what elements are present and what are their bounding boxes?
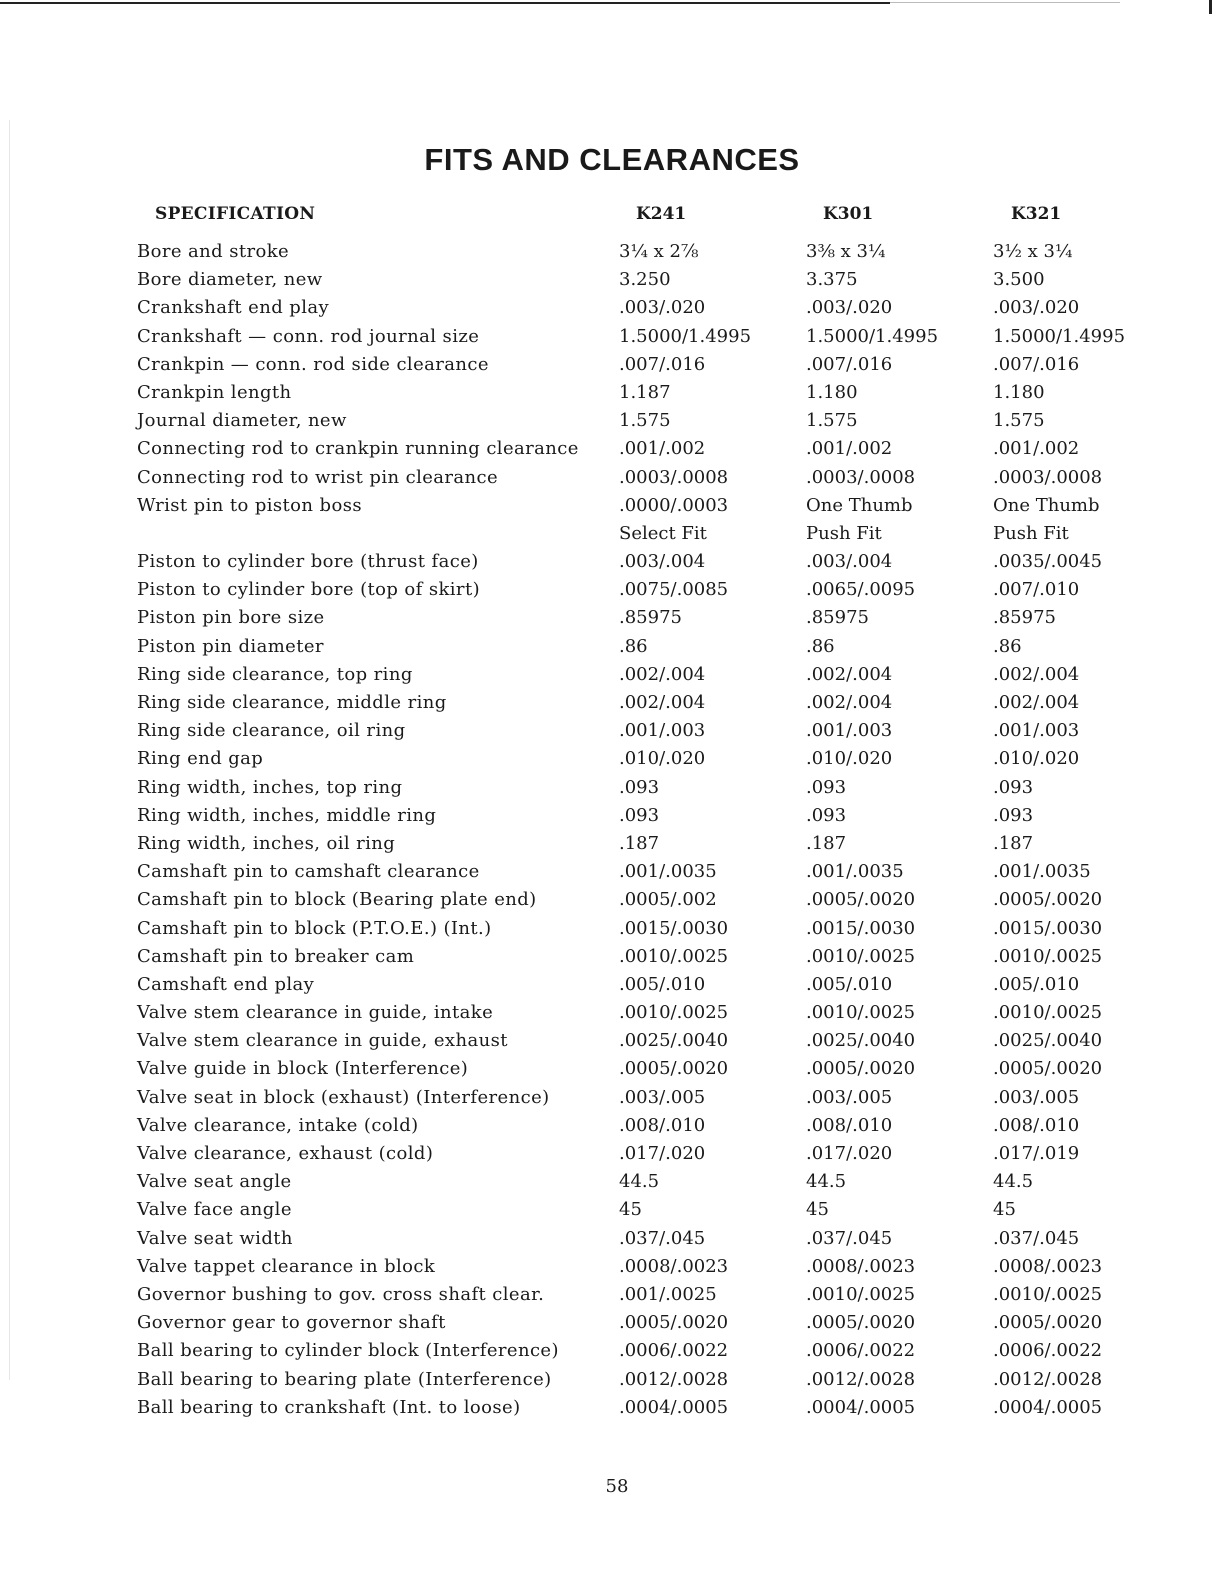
k241-cell: .003/.004 xyxy=(619,551,706,573)
k321-cell: 3.500 xyxy=(993,269,1045,291)
spec-cell: Valve clearance, exhaust (cold) xyxy=(137,1143,434,1164)
spec-cell: Governor gear to governor shaft xyxy=(137,1312,446,1334)
header-k301: K301 xyxy=(823,204,874,224)
k241-cell: .0012/.0028 xyxy=(619,1368,729,1390)
k301-cell: .001/.002 xyxy=(806,438,893,460)
k301-cell: .0006/.0022 xyxy=(806,1340,916,1362)
k321-cell: .010/.020 xyxy=(993,748,1080,770)
spec-cell: Camshaft pin to block (Bearing plate end) xyxy=(137,889,537,911)
spec-cell: Ball bearing to cylinder block (Interference) xyxy=(137,1340,559,1362)
k321-cell: .017/.019 xyxy=(993,1143,1080,1164)
k321-cell: .037/.045 xyxy=(993,1227,1080,1249)
k301-cell: .0005/.0020 xyxy=(806,1058,916,1080)
spec-cell: Camshaft pin to breaker cam xyxy=(137,945,415,967)
k321-cell: .093 xyxy=(993,776,1034,798)
k301-cell: .002/.004 xyxy=(806,663,893,685)
k241-cell: .0010/.0025 xyxy=(619,1002,729,1024)
k321-cell: .0015/.0030 xyxy=(993,917,1103,939)
table-row xyxy=(0,1339,1224,1367)
k321-cell: .0010/.0025 xyxy=(993,1283,1103,1305)
table-row xyxy=(0,1114,1224,1142)
k241-cell: 1.187 xyxy=(619,381,671,403)
k241-cell: .0075/.0085 xyxy=(619,579,729,601)
table-row xyxy=(0,1170,1224,1198)
k301-cell: .0003/.0008 xyxy=(806,466,916,488)
spec-cell: Piston to cylinder bore (thrust face) xyxy=(137,551,479,573)
table-row xyxy=(0,606,1224,634)
table-row xyxy=(0,1227,1224,1255)
table-row xyxy=(0,1396,1224,1424)
spec-cell: Camshaft pin to camshaft clearance xyxy=(137,861,480,883)
table-row xyxy=(0,550,1224,578)
spec-cell: Ring width, inches, oil ring xyxy=(137,832,396,854)
table-row xyxy=(0,240,1224,268)
k301-cell: .0008/.0023 xyxy=(806,1255,916,1277)
header-k321: K321 xyxy=(1011,204,1062,224)
k321-cell: .093 xyxy=(993,804,1034,826)
spec-cell: Camshaft pin to block (P.T.O.E.) (Int.) xyxy=(137,917,492,939)
k301-cell: .007/.016 xyxy=(806,353,893,375)
k301-cell: Push Fit xyxy=(806,522,882,544)
k321-cell: .0004/.0005 xyxy=(993,1396,1103,1418)
k301-cell: 45 xyxy=(806,1199,829,1221)
k321-cell: Push Fit xyxy=(993,522,1069,544)
spec-cell: Crankshaft end play xyxy=(137,297,330,319)
table-row xyxy=(0,691,1224,719)
k241-cell: .001/.002 xyxy=(619,438,706,460)
table-row xyxy=(0,860,1224,888)
spec-cell: Valve seat in block (exhaust) (Interference) xyxy=(137,1086,550,1108)
k321-cell: .0005/.0020 xyxy=(993,1312,1103,1334)
table-row xyxy=(0,1029,1224,1057)
table-row xyxy=(0,1283,1224,1311)
spec-cell: Camshaft end play xyxy=(137,973,315,995)
k321-cell: 45 xyxy=(993,1199,1016,1221)
k321-cell: .007/.016 xyxy=(993,353,1080,375)
top-scan-rule xyxy=(0,2,890,4)
k241-cell: .007/.016 xyxy=(619,353,706,375)
k321-cell: .001/.003 xyxy=(993,720,1080,742)
k321-cell: 44.5 xyxy=(993,1171,1034,1193)
k241-cell: 3.250 xyxy=(619,269,671,291)
table-header xyxy=(0,204,1224,228)
k301-cell: .86 xyxy=(806,635,835,657)
spec-cell: Wrist pin to piston boss xyxy=(137,494,362,516)
spec-cell: Journal diameter, new xyxy=(137,410,347,432)
k321-cell: .0025/.0040 xyxy=(993,1030,1103,1052)
spec-cell: Governor bushing to gov. cross shaft clear. xyxy=(137,1283,545,1305)
table-row xyxy=(0,1255,1224,1283)
table-row xyxy=(0,917,1224,945)
k301-cell: .187 xyxy=(806,832,847,854)
k301-cell: .0065/.0095 xyxy=(806,579,916,601)
k321-cell: One Thumb xyxy=(993,494,1100,516)
spec-cell: Ring side clearance, middle ring xyxy=(137,692,447,713)
table-row xyxy=(0,437,1224,465)
spec-cell: Valve face angle xyxy=(137,1199,292,1221)
k301-cell: .0010/.0025 xyxy=(806,945,916,967)
k241-cell: 44.5 xyxy=(619,1171,660,1193)
k301-cell: .037/.045 xyxy=(806,1227,893,1249)
spec-cell: Ball bearing to bearing plate (Interference) xyxy=(137,1368,552,1390)
k241-cell: .005/.010 xyxy=(619,973,706,995)
k241-cell: .0008/.0023 xyxy=(619,1255,729,1277)
k241-cell: 1.575 xyxy=(619,410,671,432)
spec-cell: Piston pin diameter xyxy=(137,635,324,657)
k301-cell: 1.575 xyxy=(806,410,858,432)
k241-cell: .85975 xyxy=(619,607,682,629)
k241-cell: .010/.020 xyxy=(619,748,706,770)
k301-cell: .0010/.0025 xyxy=(806,1002,916,1024)
header-specification: SPECIFICATION xyxy=(155,204,316,224)
k301-cell: 44.5 xyxy=(806,1171,847,1193)
k301-cell: .093 xyxy=(806,804,847,826)
k241-cell: .093 xyxy=(619,776,660,798)
k301-cell: 1.180 xyxy=(806,381,858,403)
table-row xyxy=(0,832,1224,860)
spec-cell: Crankpin length xyxy=(137,381,292,403)
spec-cell: Ring width, inches, middle ring xyxy=(137,804,437,826)
k241-cell: .0000/.0003 xyxy=(619,494,729,516)
k301-cell: .008/.010 xyxy=(806,1114,893,1136)
k301-cell: One Thumb xyxy=(806,494,913,516)
k301-cell: .001/.003 xyxy=(806,720,893,742)
k241-cell: .0015/.0030 xyxy=(619,917,729,939)
k241-cell: .001/.0025 xyxy=(619,1283,717,1305)
spec-cell: Valve clearance, intake (cold) xyxy=(137,1114,419,1136)
table-row xyxy=(0,804,1224,832)
table-row xyxy=(0,381,1224,409)
spec-cell: Crankpin — conn. rod side clearance xyxy=(137,353,489,375)
spec-cell: Ring end gap xyxy=(137,748,264,770)
table-row xyxy=(0,945,1224,973)
k301-cell: 3.375 xyxy=(806,269,858,291)
k321-cell: .002/.004 xyxy=(993,663,1080,685)
k301-cell: 3⅜ x 3¼ xyxy=(806,241,886,262)
table-row xyxy=(0,1057,1224,1085)
k301-cell: .001/.0035 xyxy=(806,861,904,883)
edge-scan-mark xyxy=(1209,0,1212,14)
k241-cell: .037/.045 xyxy=(619,1227,706,1249)
table-row xyxy=(0,1001,1224,1029)
spec-cell: Valve stem clearance in guide, intake xyxy=(137,1002,494,1024)
table-row xyxy=(0,268,1224,296)
table-row xyxy=(0,466,1224,494)
k241-cell: .001/.003 xyxy=(619,720,706,742)
spec-cell: Valve stem clearance in guide, exhaust xyxy=(137,1030,508,1052)
table-row xyxy=(0,1142,1224,1170)
table-row xyxy=(0,663,1224,691)
spec-cell: Ring side clearance, top ring xyxy=(137,663,413,685)
k241-cell: .0006/.0022 xyxy=(619,1340,729,1362)
k241-cell: .0005/.0020 xyxy=(619,1312,729,1334)
k321-cell: .003/.005 xyxy=(993,1086,1080,1108)
spec-cell: Ball bearing to crankshaft (Int. to loose) xyxy=(137,1396,521,1418)
k241-cell: .187 xyxy=(619,832,660,854)
k301-cell: .0005/.0020 xyxy=(806,1312,916,1334)
table-row xyxy=(0,635,1224,663)
spec-cell: Valve seat angle xyxy=(137,1171,292,1193)
spec-cell: Valve guide in block (Interference) xyxy=(137,1058,469,1080)
k321-cell: .001/.002 xyxy=(993,438,1080,460)
k241-cell: .0010/.0025 xyxy=(619,945,729,967)
k321-cell: 1.180 xyxy=(993,381,1045,403)
k241-cell: .003/.020 xyxy=(619,297,706,319)
k321-cell: .0012/.0028 xyxy=(993,1368,1103,1390)
table-row xyxy=(0,776,1224,804)
k241-cell: 45 xyxy=(619,1199,642,1221)
k321-cell: .002/.004 xyxy=(993,692,1080,713)
k321-cell: .007/.010 xyxy=(993,579,1080,601)
k241-cell: .093 xyxy=(619,804,660,826)
k321-cell: .0005/.0020 xyxy=(993,889,1103,911)
k301-cell: .003/.005 xyxy=(806,1086,893,1108)
table-row xyxy=(0,888,1224,916)
table-row xyxy=(0,494,1224,522)
spec-table xyxy=(0,240,1224,1424)
k241-cell: Select Fit xyxy=(619,522,707,544)
spec-cell: Valve seat width xyxy=(137,1227,293,1249)
k301-cell: .0025/.0040 xyxy=(806,1030,916,1052)
k301-cell: .093 xyxy=(806,776,847,798)
k301-cell: .005/.010 xyxy=(806,973,893,995)
table-row xyxy=(0,747,1224,775)
table-row xyxy=(0,1198,1224,1226)
table-row xyxy=(0,353,1224,381)
spec-cell: Piston pin bore size xyxy=(137,607,325,629)
k301-cell: .003/.020 xyxy=(806,297,893,319)
k321-cell: .001/.0035 xyxy=(993,861,1091,883)
k241-cell: .0004/.0005 xyxy=(619,1396,729,1418)
table-row xyxy=(0,973,1224,1001)
k321-cell: .187 xyxy=(993,832,1034,854)
k241-cell: .003/.005 xyxy=(619,1086,706,1108)
k241-cell: .017/.020 xyxy=(619,1143,706,1164)
table-row xyxy=(0,296,1224,324)
k321-cell: .0005/.0020 xyxy=(993,1058,1103,1080)
k301-cell: .85975 xyxy=(806,607,869,629)
k241-cell: .002/.004 xyxy=(619,663,706,685)
k301-cell: .0012/.0028 xyxy=(806,1368,916,1390)
k321-cell: .005/.010 xyxy=(993,973,1080,995)
k301-cell: 1.5000/1.4995 xyxy=(806,325,939,347)
k301-cell: .0005/.0020 xyxy=(806,889,916,911)
k321-cell: .86 xyxy=(993,635,1022,657)
k321-cell: .0010/.0025 xyxy=(993,1002,1103,1024)
k301-cell: .003/.004 xyxy=(806,551,893,573)
table-row xyxy=(0,719,1224,747)
k321-cell: .003/.020 xyxy=(993,297,1080,319)
spec-cell: Connecting rod to wrist pin clearance xyxy=(137,466,499,488)
spec-cell: Piston to cylinder bore (top of skirt) xyxy=(137,579,480,601)
k241-cell: .002/.004 xyxy=(619,692,706,713)
k321-cell: 3½ x 3¼ xyxy=(993,241,1073,262)
page-title: FITS AND CLEARANCES xyxy=(424,142,800,177)
k241-cell: .86 xyxy=(619,635,648,657)
table-row xyxy=(0,1368,1224,1396)
k321-cell: 1.575 xyxy=(993,410,1045,432)
table-row xyxy=(0,325,1224,353)
spec-cell: Connecting rod to crankpin running clearance xyxy=(137,438,579,460)
k301-cell: .002/.004 xyxy=(806,692,893,713)
k321-cell: 1.5000/1.4995 xyxy=(993,325,1126,347)
spec-cell: Ring side clearance, oil ring xyxy=(137,720,406,742)
k241-cell: .0025/.0040 xyxy=(619,1030,729,1052)
k321-cell: .0035/.0045 xyxy=(993,551,1103,573)
table-row xyxy=(0,522,1224,550)
table-row xyxy=(0,1311,1224,1339)
k321-cell: .008/.010 xyxy=(993,1114,1080,1136)
k301-cell: .0004/.0005 xyxy=(806,1396,916,1418)
page-number: 58 xyxy=(605,1476,629,1497)
k301-cell: .0015/.0030 xyxy=(806,917,916,939)
k321-cell: .0008/.0023 xyxy=(993,1255,1103,1277)
spec-cell: Bore and stroke xyxy=(137,241,290,262)
k301-cell: .017/.020 xyxy=(806,1143,893,1164)
k301-cell: .010/.020 xyxy=(806,748,893,770)
k241-cell: .008/.010 xyxy=(619,1114,706,1136)
k321-cell: .0006/.0022 xyxy=(993,1340,1103,1362)
k321-cell: .0010/.0025 xyxy=(993,945,1103,967)
k321-cell: .0003/.0008 xyxy=(993,466,1103,488)
spec-cell: Crankshaft — conn. rod journal size xyxy=(137,325,480,347)
k241-cell: 3¼ x 2⅞ xyxy=(619,241,699,262)
header-k241: K241 xyxy=(636,204,687,224)
k241-cell: 1.5000/1.4995 xyxy=(619,325,752,347)
table-row xyxy=(0,409,1224,437)
k321-cell: .85975 xyxy=(993,607,1056,629)
table-row xyxy=(0,578,1224,606)
spec-cell: Bore diameter, new xyxy=(137,269,323,291)
spec-cell: Ring width, inches, top ring xyxy=(137,776,403,798)
k241-cell: .0005/.002 xyxy=(619,889,717,911)
table-row xyxy=(0,1086,1224,1114)
spec-cell: Valve tappet clearance in block xyxy=(137,1255,436,1277)
k241-cell: .001/.0035 xyxy=(619,861,717,883)
k301-cell: .0010/.0025 xyxy=(806,1283,916,1305)
k241-cell: .0003/.0008 xyxy=(619,466,729,488)
k241-cell: .0005/.0020 xyxy=(619,1058,729,1080)
top-scan-rule-faint xyxy=(890,2,1120,3)
